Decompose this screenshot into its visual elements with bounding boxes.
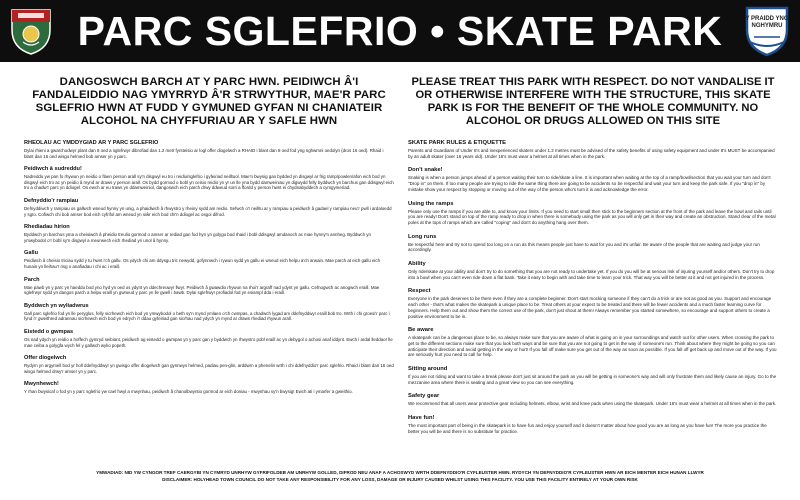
- rule-section: [24, 303, 394, 322]
- disclaimer-welsh: YMWADIAD: NID YW CYNGOR TREF CAERGYBI YN CYMRYD UNRHYW GYFRIFOLDEB AM UNRHYW GOLLED, DIFROD NEU ANAF A ACHOSWYD WRTH DDEFNYDDIO'R CYFLEUSTER HWN. RYDYCH YN DEFNYDDIO'R CYFLEUSTER HWN AR EICH MENTER EICH HUNAN LLWYR: [96, 470, 704, 475]
- rule-section-title: RHEOLAU AC YMDDYGIAD AR Y PARC SGLEFRIO: [24, 140, 159, 146]
- rule-section-title: Using the ramps: [408, 200, 454, 207]
- rule-section-title: Don't snake!: [408, 167, 443, 174]
- rule-section: [408, 415, 778, 434]
- town-crest-text: Y PRAIDD YNG NGHYMRU: [745, 16, 789, 29]
- rule-section: [408, 327, 778, 358]
- council-crest-icon: [8, 6, 54, 56]
- welsh-rules-column: [24, 76, 394, 402]
- rule-section-body: Nadreddu yw pan fo rhywun yn neidio o flaen person arall sy'n disgwyl eu tro i reidio/sglefrio i gyfeiriad neilltuol. Mae'n bwysig gan bydded yn disgwyl ar frig ramp/powlen/afon eich bod yn disgwyl eich tro ac yn peidio â mynd ar draws y person arall. Os bydd gormod o bobl yn ceisio reidio yn yr un lle yna bydd damweiniau yn digwydd felly byddwch yn barchus gan ddisgwyl eich tro a chadw'r parc yn ddiogel. Os ewch ar eu traws yn ddamweiniol, dangoswch eich parch drwy ddweud sorri a ffordd y person hwnt ei chydnabyddech a cymgymeriad.: [24, 174, 394, 191]
- rule-section: [24, 381, 394, 395]
- rule-section-body: The most important part of being in the skatepark is to have fun and enjoy yourself and it doesn't matter about how good you are as long as you have fun! The more you practice the better you will be and there is no substitute for practice.: [408, 423, 767, 434]
- english-rules-column: [408, 76, 778, 443]
- disclaimer-footer: [0, 469, 800, 483]
- rule-section-body: Peidiwch â cheisio triciau sydd y tu hwnt i'ch gallu. Os ydych chi am ddysgu tric newydd, gofynnwch i rywun sydd yn gallu ei wneud eich helpu a'ch arwain. Mae parch at eich gallu eich hunain yn lleihau'r risg o anafiadau i chi ac i eraill.: [24, 258, 381, 269]
- rule-section-title: Be aware: [408, 327, 434, 334]
- rule-section: [24, 198, 394, 217]
- rule-section-body: Only ride/skate at your ability and don't try to do something that you are not ready to undertake yet. If you do you will be at serious risk of injuring yourself and/or others. Don't try to drop into a bowl when you can't even ride down a flat bank. Take it easy to begin with and take time to learn your trick. That way you will be better at it and not get injured in the process.: [408, 269, 775, 280]
- rule-section-body: Os nad ydych yn reidio a hoffech gymryd seibiant, peidiwch ag eistedd o gwmpas yn y parc gan y byddwch yn rhwystro pobl eraill ac yn debygol o achosi anaf iddynt. Ewch i ardal lleddaor lle mae ceiba a golygfa wych fel y gallwch wylio popeth.: [24, 336, 393, 348]
- rule-section-title: Offer diogelwch: [24, 355, 67, 362]
- rule-section-body: Snaking is when a person jumps ahead of a person waiting their turn to ride/skate a line. It is important when waiting at the top of a ramp/bowl/section that you wait your turn and don't "Drop in" on them. If too many people are trying to ride the same thing there are going to be accidents so be respectful and wait your turn and keep the park safe. If you "drop in" by mistake show your respect by stopping or moving out of the way of the person who's turn it is and acknowledge the error.: [408, 175, 771, 192]
- disclaimer-english: DISCLAIMER: HOLYHEAD TOWN COUNCIL DO NOT TAKE ANY RESPONSIBILITY FOR ANY LOSS, DAMAGE OR INJURY CAUSED WHILST USING THIS FACILITY. YOU USE THIS FACILITY ENTIRELY AT YOUR OWN RISK: [162, 477, 638, 482]
- rule-section-title: Mwynhewch!: [24, 381, 59, 388]
- page-title: PARC SGLEFRIO • SKATE PARK: [77, 7, 723, 54]
- rule-section-body: Rydym yn argymell bod yr holl ddefnyddwyr yn gwisgo offer diogelwch gan gynnwys helmed, padiau pen-glin, arddwrn a phenelin wrth i chi ddefnyddio'r parc sglefrio. Rhaid i blant dan 16 oed wisgo helmed drwy'r amser yn y parc.: [24, 363, 394, 374]
- rule-section-body: Please only use the ramps if you are able to, and know your limits. If you need to start small then stick to the beginners section at the front of the park and leave the bowl and rails until you are ready! Don't stand on top of the ramp ready to drop in when there is somebody using the park as you will only get in their way and create an obstruction. Stand clear of the metal poles at the tops of ramps which are called "coping" and don't do anything hang over them.: [408, 208, 776, 225]
- rule-section: [24, 329, 394, 348]
- rule-section: [408, 167, 778, 192]
- english-sections: [408, 140, 778, 435]
- rule-section-title: Long runs: [408, 233, 437, 240]
- rule-section: [24, 250, 394, 269]
- rule-section-title: Respect: [408, 288, 431, 295]
- header-banner: [0, 0, 800, 62]
- rule-section-body: Byddwch yn barchus yma a cheisiwch â pheidio treulio gormod o amser ar rediad gan fod hyn yn golygu bod rhaid i bobl ddisgwyl amdanoch ac mae hynny'n annheg. Byddwch yn ymwybodol o'r bobl sy'n disgwyl a meurwech eich rhediad yn unol â hynny.: [24, 232, 371, 243]
- rule-section-body: A skatepark can be a dangerous place to be, so always make sure that you are aware of what is going on in your surroundings and watch out for other users. When crossing the park to get to the different sections make sure that you look both ways and be sure that you are not going to get in the way of someone's run. Think about where they might be going so you can anticipate their direction and avoid getting in the way or hurt! If you fall off make sure you get out of the way as soon as possible. If you fall off get back up and move out of the way. If you are seriously hurt you need to call for help.: [408, 335, 777, 358]
- rule-section: [24, 277, 394, 296]
- rule-section: [24, 355, 394, 374]
- rule-section-title: Eistedd o gwmpas: [24, 328, 74, 335]
- rule-section-title: Gallu: [24, 250, 38, 257]
- rule-section-body: Mae pawb yn y parc yn haeddu bod yno hyd yn oed os ydynt yn ddechreuwyr llwyr. Peidiwch â gwawdio rhywun na rhoi'r argraff nad ydynt yn gallu. Cefnogwch ac anogwch eraill. Mae sglefrwyr sydd yn dangos parch a helpu eraill yn gwneud y parc yn lle gwell i bawb. Dylai sglefrwyr profiadol fod yn esiampl dda i eraill.: [24, 284, 380, 296]
- rule-section: [408, 140, 778, 159]
- rule-section: [408, 288, 778, 319]
- rule-section: [408, 366, 778, 385]
- rule-section-body: Y rhan bwysicaf o fod yn y parc sglefrio yw cael hwyl a mwynhau, peidiwch â chanolbwyntio gormod ar eich doniau - mwynhau sy'n bwysig! Ewch ati i ymarfer a gweithio.: [24, 389, 353, 395]
- rule-section-body: Dylai rhieni a gwarchodwyr plant dan 8 oed a sglefrwyr dibrofiad dan 1.2 metr fyrsteisio ar logl offer diogelwch a RHAID i blant dan 8 oed fod yng nghwmni oedolyn (dros 16 oed). Rhaid i blant dan 16 oed wisgo helmed bob amser yn y parc.: [24, 148, 384, 159]
- rule-section-title: Sitting around: [408, 366, 448, 373]
- rule-section-body: Everyone in the park deserves to be there even if they are a complete beginner. Don't start mocking someone if they can't do a trick or are not as good as you. Support and encourage each other - that's what makes the skatepark a unique place to be. Treat others at your expect to be treated and there will be fewer accidents and a much faster learning curve for beginners. Help them out and show them the correct use of the park, don't just shout at them! Always remember you started somewhere, so encourage and support others to create a positive environment to be in.: [408, 296, 772, 319]
- rule-section-body: Parents and Guardians of Under 8's and inexperienced skaters under 1.2 metres must be advised of the safety benefits of using safety equipment and under 8's MUST be accompanied by an adult skater (over 16 years old). Under 16's must wear a helmet at all times when in the park.: [408, 148, 775, 159]
- rule-section-body: Defnyddiwch y rampiau os gallwch wneud hynny yn unig, a phaidiwch â rhwystro y rheiny sydd am reidio. Sefwch o'r neilltu ar y rampiau a peidiwch â gadael y rampiau neu'r pwll i ardaloedd y sgïo. Cofiwch chi bob amser bod eich cyfrifol am wneud yn siŵr eich bod chi'n ddiogel ac osgoi difrod.: [24, 205, 392, 217]
- rule-section: [24, 140, 394, 159]
- rule-section-title: Have fun!: [408, 415, 435, 422]
- rule-section-title: Peidiwch â sudreddu!: [24, 166, 82, 173]
- rule-section-body: Be respectful here and try not to spend too long on a run as this means people just have to wait for you and it's unfair. Be aware of the people that are waiting and judge your run accordingly.: [408, 241, 760, 253]
- rule-section-body: Gall parc sglefrio fod yn lle peryglus, felly sicrhewch eich bod yn ymwybodol o beth sy'n mynd ymlaen o'ch cwmpas, a chadwch lygad am ddefnyddwyr eraill bob tro. Wrth i chi groesi'r parc i fynd i'r gweithred adrannau sicrhewch eich bod yn edrych i'r ddau gyfeiriad gan sicrhau nad ydych yn mynd ar draws rhediad rhywun arall.: [24, 310, 390, 322]
- rule-section-title: Byddwch yn wyliadwrus: [24, 302, 89, 309]
- rule-section-body: If you are not riding and want to take a break please don't just sit around the park as you will be getting in someone's way and will only frustrate them and likely cause an injury. Go to the mezzanine area where there is seating and a great view so you can see everything.: [408, 374, 777, 385]
- rule-section: [408, 261, 778, 280]
- town-crest-icon: [742, 4, 792, 58]
- rule-section-title: Rhediadau hirion: [24, 224, 70, 231]
- rule-section-title: Parch: [24, 276, 40, 283]
- rule-section-title: Defnyddio'r rampiau: [24, 197, 79, 204]
- welsh-sections: [24, 140, 394, 395]
- rule-section-title: Ability: [408, 261, 426, 268]
- rule-section-body: We recommend that all users wear protective gear including helmets, elbow, wrist and knee pads when using the skatepark. Under 16's must wear a helmet at all times when in the park.: [408, 401, 777, 407]
- rule-section: [408, 393, 778, 407]
- english-headline: PLEASE TREAT THIS PARK WITH RESPECT. DO NOT VANDALISE IT OR OTHERWISE INTERFERE WITH THE STRUCTURE, THIS SKATE PARK IS FOR THE BENEFIT OF THE WHOLE COMMUNITY. NO ALCOHOL OR DRUGS ALLOWED ON THIS SITE: [411, 76, 775, 127]
- rule-section: [408, 234, 778, 253]
- rule-section: [24, 224, 394, 243]
- rule-section: [24, 166, 394, 191]
- rule-section-title: Safety gear: [408, 393, 440, 400]
- welsh-headline: DANGOSWCH BARCH AT Y PARC HWN. PEIDIWCH Â'I FANDALEIDDIO NAG YMYRRYD Â'R STRWYTHUR, MAE'R PARC SGLEFRIO HWN AT FUDD Y GYMUNED GYFAN NI CHANIATEIR ALCOHOL NA CHYFFURIAU AR Y SAFLE HWN: [32, 76, 386, 127]
- rule-section-title: SKATE PARK RULES & ETIQUETTE: [408, 140, 507, 146]
- rule-section: [408, 201, 778, 226]
